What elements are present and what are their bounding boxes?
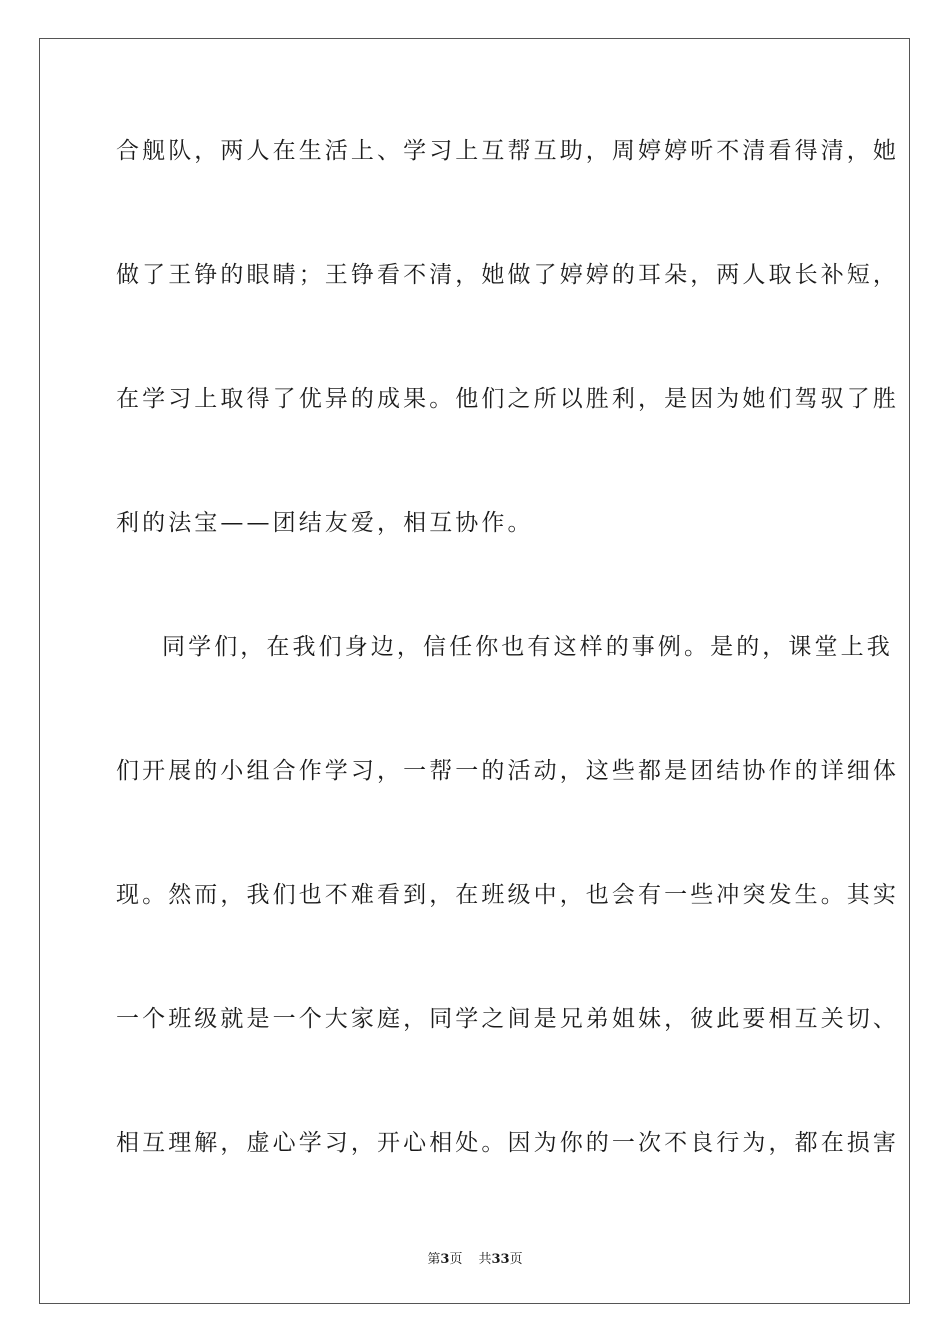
page-footer [0, 1248, 950, 1267]
footer-total-prefix: 共 [478, 1252, 492, 1267]
footer-page-number: 3 [440, 1252, 450, 1267]
text-line: 做了王铮的眼睛；王铮看不清，她做了婷婷的耳朵，两人取长补短， [116, 262, 899, 288]
text-line: 利的法宝——团结友爱，相互协作。 [116, 510, 534, 536]
footer-total-suffix: 页 [509, 1252, 523, 1267]
text-line: 合舰队，两人在生活上、学习上互帮互助，周婷婷听不清看得清，她 [116, 138, 899, 164]
text-line: 一个班级就是一个大家庭，同学之间是兄弟姐妹，彼此要相互关切、 [116, 1006, 899, 1032]
footer-page-prefix: 第 [427, 1252, 441, 1267]
document-body [116, 120, 899, 1174]
text-line: 相互理解，虚心学习，开心相处。因为你的一次不良行为，都在损害 [116, 1130, 899, 1156]
text-line: 现。然而，我们也不难看到，在班级中，也会有一些冲突发生。其实 [116, 882, 899, 908]
footer-total-pages: 33 [491, 1252, 510, 1267]
text-line: 在学习上取得了优异的成果。他们之所以胜利，是因为她们驾驭了胜 [116, 386, 899, 412]
text-line: 们开展的小组合作学习，一帮一的活动，这些都是团结协作的详细体 [116, 758, 899, 784]
footer-page-suffix: 页 [449, 1252, 463, 1267]
paragraph-start-line: 同学们，在我们身边，信任你也有这样的事例。是的，课堂上我 [162, 634, 893, 660]
